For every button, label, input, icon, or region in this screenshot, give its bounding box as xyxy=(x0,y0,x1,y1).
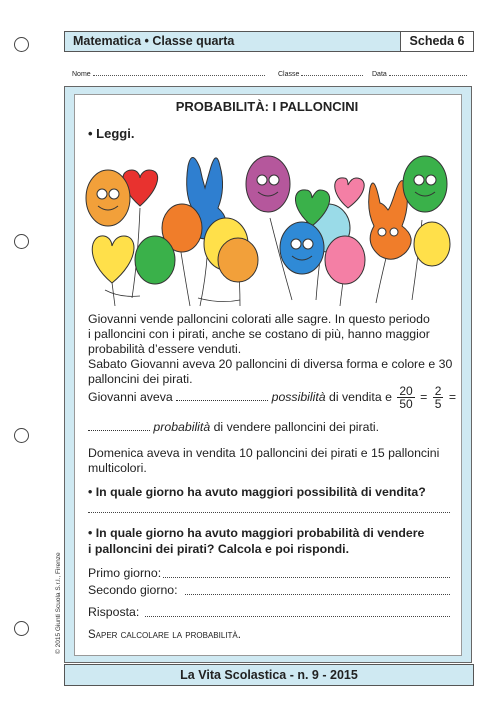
question-2: i palloncini dei pirati? Calcola e poi rispondi. xyxy=(88,542,350,556)
footer-bar: La Vita Scolastica - n. 9 - 2015 xyxy=(64,664,474,686)
date-field[interactable]: Data xyxy=(372,69,467,78)
paragraph-line: Sabato Giovanni aveva 20 palloncini di diversa forma e colore e 30 xyxy=(88,357,453,371)
fraction: $\frac{20}{50}$ xyxy=(399,384,413,412)
answer-line[interactable] xyxy=(163,577,450,578)
answer-line[interactable] xyxy=(145,616,450,617)
pirate-balloon xyxy=(403,156,447,212)
copyright-text: © 2015 Giunti Scuola S.r.l., Firenze xyxy=(55,552,62,654)
question-1: • In quale giorno ha avuto maggiori possibilità di vendita? xyxy=(88,485,426,499)
paragraph-line: probabilità d’essere venduti. xyxy=(88,342,242,356)
paragraph-line: multicolori. xyxy=(88,461,147,475)
worksheet-title: PROBABILITÀ: I PALLONCINI xyxy=(175,99,359,114)
answer-blank[interactable] xyxy=(176,390,268,401)
calculation-line: Giovanni aveva possibilità di vendita e $\frac{20}{50}$ = $\frac{2}{5}$ = xyxy=(88,384,457,412)
class-field[interactable]: Classe xyxy=(278,69,363,78)
paragraph-line: Giovanni vende palloncini colorati alle sagre. In questo periodo xyxy=(88,312,430,326)
calculation-line-2: probabilità di vendere palloncini dei pirati. xyxy=(88,420,379,435)
punch-hole xyxy=(14,428,29,443)
answer-row-secondo: Secondo giorno: xyxy=(88,583,178,597)
balloons-illustration xyxy=(80,148,455,308)
answer-line[interactable] xyxy=(185,594,450,595)
paragraph-line: palloncini dei pirati. xyxy=(88,372,193,386)
subject-label: Matematica • Classe quarta xyxy=(73,34,235,48)
paragraph-line: Domenica aveva in vendita 10 palloncini dei pirati e 15 palloncini xyxy=(88,446,440,460)
pirate-balloon xyxy=(280,222,324,274)
punch-hole xyxy=(14,621,29,636)
paragraph-line: i palloncini con i pirati, anche se costano di più, hanno maggior xyxy=(88,327,430,341)
answer-row-primo: Primo giorno: xyxy=(88,566,162,580)
question-2: • In quale giorno ha avuto maggiori probabilità di vendere xyxy=(88,526,425,540)
heart-balloon xyxy=(335,178,364,208)
pirate-balloon xyxy=(246,156,290,212)
name-field[interactable]: Nome xyxy=(72,69,265,78)
punch-hole xyxy=(14,37,29,52)
punch-hole xyxy=(14,234,29,249)
sheet-label: Scheda 6 xyxy=(400,32,473,51)
fraction: $\frac{2}{5}$ xyxy=(434,384,442,412)
answer-row-risposta: Risposta: xyxy=(88,605,140,619)
heart-balloon xyxy=(92,236,134,283)
answer-blank[interactable] xyxy=(88,420,150,431)
skill-label: Saper calcolare la probabilità. xyxy=(88,629,241,641)
answer-line[interactable] xyxy=(88,512,450,513)
pirate-balloon xyxy=(86,170,130,226)
header-bar xyxy=(64,31,474,52)
read-instruction: • Leggi. xyxy=(88,126,135,141)
